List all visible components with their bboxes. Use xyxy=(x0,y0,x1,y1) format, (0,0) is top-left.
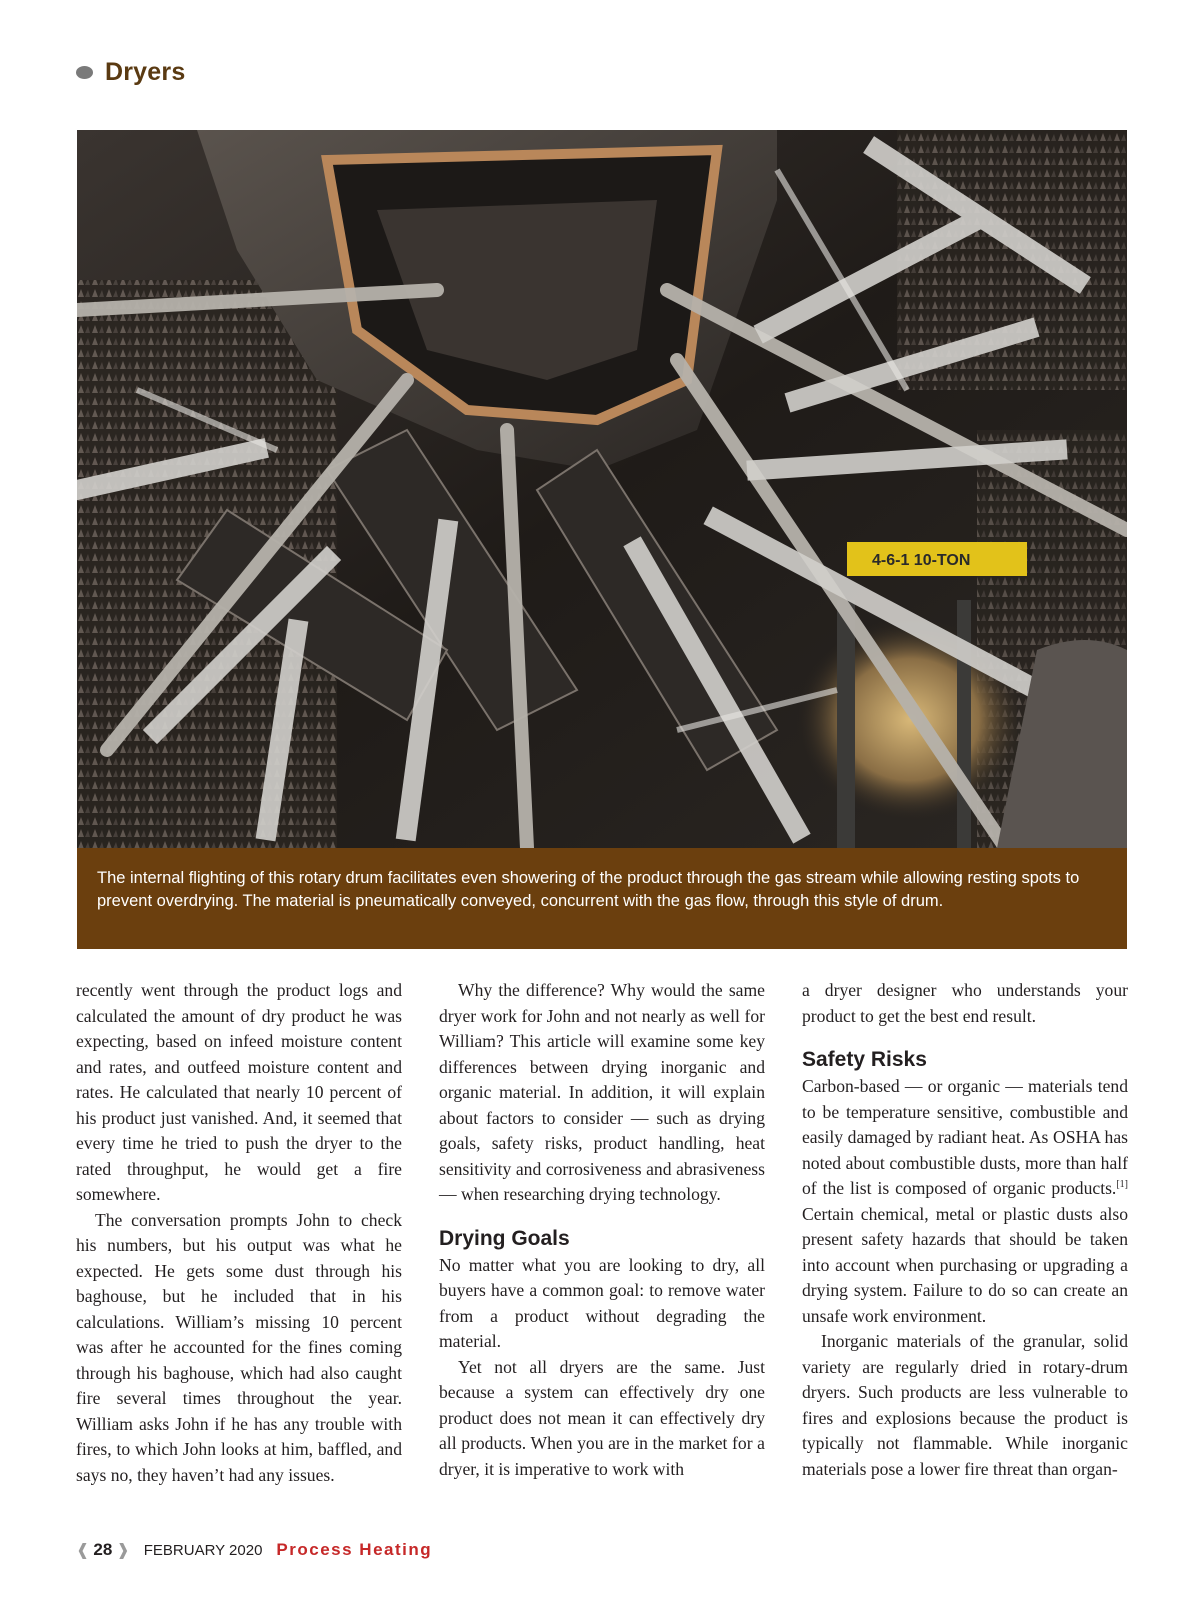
page-number: 28 xyxy=(93,1540,113,1559)
col1-paragraph-1: recently went through the product logs and calculated the amount of dry product he was expecting, based on infeed moisture content and rates, and outfeed moisture content and rates. He calculated that nearly 10 percent of his product just vanished. And, it seemed that every time he tried to push the dryer to the rated throughput, he would get a fire somewhere. xyxy=(76,980,402,1204)
crane-label: 4-6-1 10-TON xyxy=(872,552,971,569)
text-column-3 xyxy=(802,978,1128,1482)
rotary-drum-photo xyxy=(77,130,1127,848)
col1-paragraph-2: The conversation prompts John to check his numbers, but his output was what he expected. He gets some dust through his baghouse, but he included that in his calculations. William’s missing 10 percent was after he accounted for the fines coming through his baghouse, which had also caught fire several times throughout the year. William asks John if he has any trouble with fires, to which John looks at him, baffled, and says no, they haven’t had any issues. xyxy=(76,1209,402,1485)
col2-paragraph-3: Yet not all dryers are the same. Just because a system can effectively dry one product does not mean it can effectively dry all products. When you are in the market for a dryer, it is imperative to work with xyxy=(439,1356,765,1479)
reference-marker: [1] xyxy=(1116,1179,1128,1191)
magazine-name: Process Heating xyxy=(276,1540,433,1559)
drying-goals-heading: Drying Goals xyxy=(439,1226,570,1250)
col2-paragraph-1: Why the difference? Why would the same dryer work for John and not nearly as well for William? This article will examine some key differences between drying inorganic and organic material. In addition, it will explain about factors to consider — such as drying goals, safety risks, product handling, heat sensitivity and corrosiveness and abrasiveness — when researching drying technology. xyxy=(439,980,765,1204)
col2-paragraph-2: No matter what you are looking to dry, all buyers have a common goal: to remove water from a product without degrading the material. xyxy=(439,1254,765,1351)
text-column-2 xyxy=(439,978,765,1482)
left-bracket-icon: ❰ xyxy=(76,1542,90,1559)
section-title: Dryers xyxy=(105,58,186,86)
col3-paragraph-1: a dryer designer who understands your product to get the best end result. xyxy=(802,980,1128,1026)
col3-paragraph-2a: Carbon-based — or organic — materials tend to be temperature sensitive, combustible and easily damaged by radiant heat. As OSHA has noted about combustible dusts, more than half of the list is composed of organic products. xyxy=(802,1076,1128,1198)
col3-paragraph-2b: Certain chemical, metal or plastic dusts also present safety hazards that should be taken into account when purchasing or upgrading a drying system. Failure to do so can create an unsafe work environment. xyxy=(802,1203,1128,1326)
issue-date: FEBRUARY 2020 xyxy=(143,1541,263,1559)
text-column-1 xyxy=(76,978,402,1488)
safety-risks-heading: Safety Risks xyxy=(802,1048,927,1071)
right-bracket-icon: ❱ xyxy=(116,1542,130,1559)
col3-paragraph-3: Inorganic materials of the granular, solid variety are regularly dried in rotary-drum dryers. Such products are less vulnerable to fires and explosions because the product is typically not flammable. While inorganic materials pose a lower fire threat than organ- xyxy=(802,1331,1128,1479)
section-header xyxy=(76,58,185,87)
bullet-icon xyxy=(76,66,93,79)
page-footer xyxy=(76,1540,432,1560)
col3-paragraph-2 xyxy=(802,1074,1128,1329)
photo-caption: The internal flighting of this rotary drum facilitates even showering of the product through the gas stream while allowing resting spots to prevent overdrying. The material is pneumatically conveyed, concurrent with the gas flow, through this style of drum. xyxy=(97,869,1080,910)
photo-caption-box xyxy=(77,848,1127,949)
